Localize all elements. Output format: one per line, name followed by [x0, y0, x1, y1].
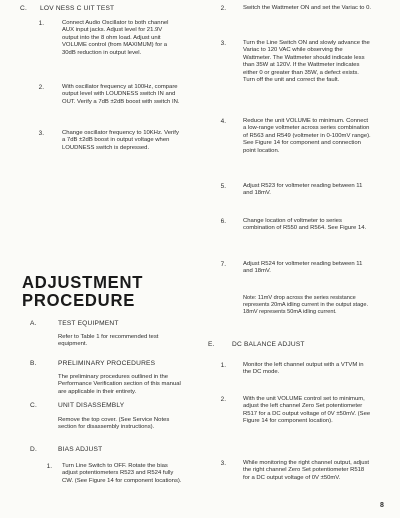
bias-item-number: 5. — [220, 183, 226, 190]
section-c-title: UNIT DISASSEMBLY — [58, 402, 125, 409]
bias-item-text: Change location of voltmeter to series combination of R550 and R564. See Figure 14. — [243, 218, 367, 232]
loudness-item-number: 3. — [38, 130, 44, 137]
bias-item-text: Reduce the unit VOLUME to minimum. Connect a low-range voltmeter across series combination of R563 and R549 (voltmeter in 0-100mV range). See Figure 14 for component and connection point location. — [243, 118, 371, 154]
bias-item-text: Adjust R524 for voltmeter reading between 11 and 18mV. — [243, 261, 363, 275]
loudness-item-text: With oscillator frequency at 100Hz, compare output level with LOUDNESS switch IN and OUT. Verify a 7dB ±2dB boost with switch IN. — [62, 84, 180, 105]
section-b-text: The preliminary procedures outlined in the Performance Verification section of this manual are applicable in their entirety. — [58, 374, 181, 395]
loudness-item-text: Connect Audio Oscillator to both channel AUX input jacks. Adjust level for 21.9V output into the 8 ohm load. Adjust unit VOLUME control (from MAXIMUM) for a 30dB reduction in output level. — [62, 20, 169, 56]
section-e-title: DC BALANCE ADJUST — [232, 341, 305, 348]
bias-item-text: Turn the Line Switch ON and slowly advance the Variac to 120 VAC while observing the Wattmeter. The Wattmeter should indicate less than 35W at 120V. If the Wattmeter indicates either 0 or greater than 35W, a defect exists. Turn off the unit and correct the fault. — [243, 40, 370, 84]
dc-item-text: With the unit VOLUME control set to minimum, adjust the left channel Zero Set potentiometer R517 for a DC output voltage of 0V ±50mV. (See Figure 14 for component location). — [243, 396, 371, 425]
loudness-item-number: 2. — [38, 84, 44, 91]
section-b-title: PRELIMINARY PROCEDURES — [58, 360, 156, 367]
bias-item-number: 2. — [220, 5, 226, 12]
section-e-letter: E. — [208, 341, 215, 348]
dc-item-text: While monitoring the right channel output, adjust the right channel Zero Set potentiometer R518 for a DC output voltage of 0V ±50mV. — [243, 460, 370, 481]
bias-item-number: 7. — [220, 261, 226, 268]
bias-item-number: 3. — [220, 40, 226, 47]
page-title-line2: PROCEDURE — [22, 290, 136, 310]
section-a-title: TEST EQUIPMENT — [58, 320, 119, 327]
loudness-item-text: Change oscillator frequency to 10KHz. Verify a 7dB ±2dB boost in output voltage when LOUDNESS switch is depressed. — [62, 130, 179, 151]
page-number: 8 — [380, 502, 384, 509]
dc-item-number: 3. — [220, 460, 226, 467]
loudness-item-number: 1. — [38, 20, 44, 27]
bias-note: Note: 11mV drop across the series resistance represents 20mA idling current in the output stage. 18mV represents 50mA idling current. — [243, 295, 369, 315]
section-b-letter: B. — [30, 360, 37, 367]
section-d-title: BIAS ADJUST — [58, 446, 103, 453]
dc-item-number: 1. — [220, 362, 226, 369]
bias-item-text: Switch the Wattmeter ON and set the Variac to 0. — [243, 5, 372, 11]
bias-item-number: 6. — [220, 218, 226, 225]
section-c-text: Remove the top cover. (See Service Notes section for disassembly instructions). — [58, 417, 170, 431]
page-title-line1: ADJUSTMENT — [22, 272, 144, 292]
section-a-letter: A. — [30, 320, 37, 327]
section-d-letter: D. — [30, 446, 37, 453]
bias-item-number: 1. — [46, 463, 52, 470]
bias-item-text: Adjust R523 for voltmeter reading between 11 and 18mV. — [243, 183, 363, 197]
section-a-text: Refer to Table 1 for recommended test equipment. — [58, 334, 159, 348]
dc-item-text: Monitor the left channel output with a VTVM in the DC mode. — [243, 362, 364, 376]
bias-item-number: 4. — [220, 118, 226, 125]
dc-item-number: 2. — [220, 396, 226, 403]
bias-item-text: Turn Line Switch to OFF. Rotate the bias adjust potentiometers R523 and R524 fully CW. (See Figure 14 for component locations). — [62, 463, 182, 484]
section-loudness-title: LOV NESS C UIT TEST — [40, 5, 115, 12]
section-c-letter: C. — [30, 402, 37, 409]
section-loudness-letter: C. — [20, 5, 27, 12]
